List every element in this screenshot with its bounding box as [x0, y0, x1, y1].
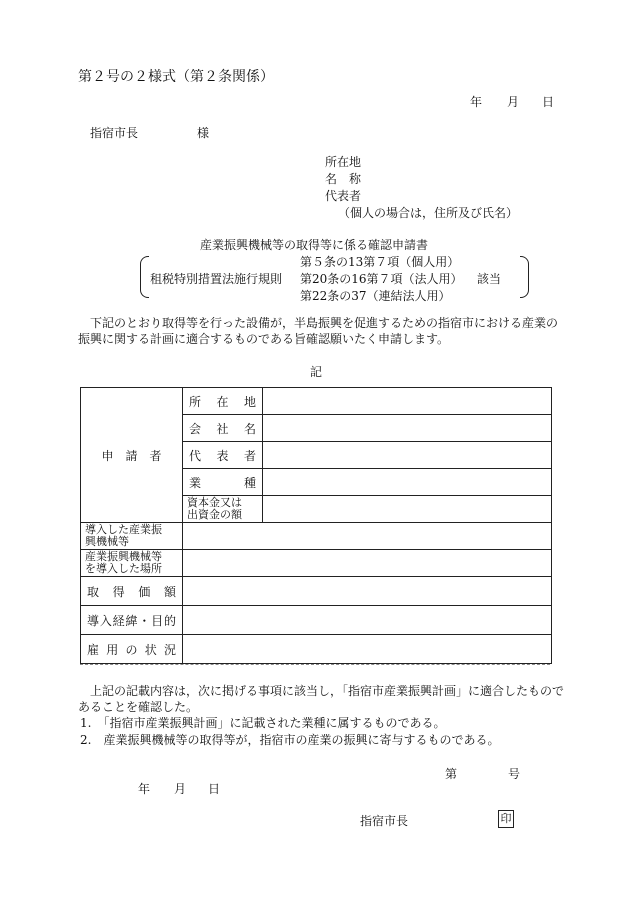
seal-text: 印	[500, 812, 512, 825]
intro-line-2: 振興に関する計画に適合するものである旨確認願いたく申請します。	[78, 332, 450, 346]
label-purpose: 導入経緯・目的	[81, 606, 183, 635]
label-place-line-1: 産業振興機械等	[85, 550, 162, 563]
label-price: 取得価額	[81, 577, 183, 606]
confirm-line-2: あることを確認した。	[78, 700, 199, 714]
label-employment: 雇用の状況	[81, 635, 183, 664]
value-purpose[interactable]	[183, 606, 552, 635]
date-year: 年	[470, 95, 483, 109]
label-equipment-line-1: 導入した産業振	[85, 523, 162, 536]
label-capital	[183, 496, 263, 523]
value-company[interactable]	[263, 415, 552, 442]
label-equipment-line-2: 興機械等	[85, 535, 129, 548]
addressee-mayor: 指宿市長	[90, 126, 139, 140]
applicant-note: （個人の場合は，住所及び氏名）	[338, 206, 519, 220]
right-bracket	[520, 256, 529, 298]
label-company: 会社名	[183, 415, 263, 442]
applicant-name-label: 名 称	[325, 172, 362, 186]
number-go: 号	[508, 767, 521, 781]
applicable-label: 該当	[477, 272, 502, 286]
value-employment[interactable]	[183, 635, 552, 664]
number-dai: 第	[445, 767, 458, 781]
value-price[interactable]	[183, 577, 552, 606]
footer-mayor: 指宿市長	[360, 814, 409, 828]
article-corporate: 第20条の16第７項（法人用）	[300, 272, 463, 286]
label-location: 所在地	[183, 388, 263, 415]
law-name: 租税特別措置法施行規則	[150, 272, 283, 286]
intro-line-1: 下記のとおり取得等を行った設備が，半島振興を促進するための指宿市における産業の	[90, 316, 559, 330]
article-individual: 第５条の13第７項（個人用）	[300, 255, 460, 269]
confirm-line-1: 上記の記載内容は，次に掲げる事項に該当し，「指宿市産業振興計画」に適合したもので	[90, 684, 565, 698]
label-place	[81, 550, 183, 577]
form-title: 第２号の２様式（第２条関係）	[78, 69, 274, 85]
label-capital-line-1: 資本金又は	[187, 496, 242, 509]
applicant-representative-label: 代表者	[325, 189, 362, 203]
left-bracket	[140, 256, 149, 298]
label-industry: 業種	[183, 469, 263, 496]
date-day: 日	[542, 95, 555, 109]
label-representative: 代表者	[183, 442, 263, 469]
confirm-item-1: 1. 「指宿市産業振興計画」に記載された業種に属するものである。	[80, 716, 446, 730]
article-consolidated: 第22条の37（連結法人用）	[300, 289, 451, 303]
label-capital-line-2: 出資金の額	[187, 508, 242, 521]
footer-year: 年	[138, 782, 151, 796]
addressee-honorific: 様	[197, 126, 210, 140]
confirm-item-2: 2. 産業振興機械等の取得等が，指宿市の産業の振興に寄与するものである。	[80, 733, 500, 747]
label-equipment	[81, 523, 183, 550]
applicant-header-cell	[81, 388, 183, 523]
document-title: 産業振興機械等の取得等に係る確認申請書	[200, 238, 429, 252]
value-place[interactable]	[183, 550, 552, 577]
applicant-location-label: 所在地	[325, 155, 362, 169]
label-place-line-2: を導入した場所	[85, 562, 162, 575]
value-location[interactable]	[263, 388, 552, 415]
date-month: 月	[507, 95, 520, 109]
value-capital[interactable]	[263, 496, 552, 523]
footer-month: 月	[174, 782, 187, 796]
ki-heading: 記	[310, 365, 323, 379]
application-table	[80, 387, 552, 664]
cut-line	[80, 664, 550, 665]
applicant-header: 申 請 者	[101, 448, 162, 463]
seal-box	[498, 810, 514, 828]
footer-day: 日	[208, 782, 221, 796]
value-representative[interactable]	[263, 442, 552, 469]
value-equipment[interactable]	[183, 523, 552, 550]
value-industry[interactable]	[263, 469, 552, 496]
